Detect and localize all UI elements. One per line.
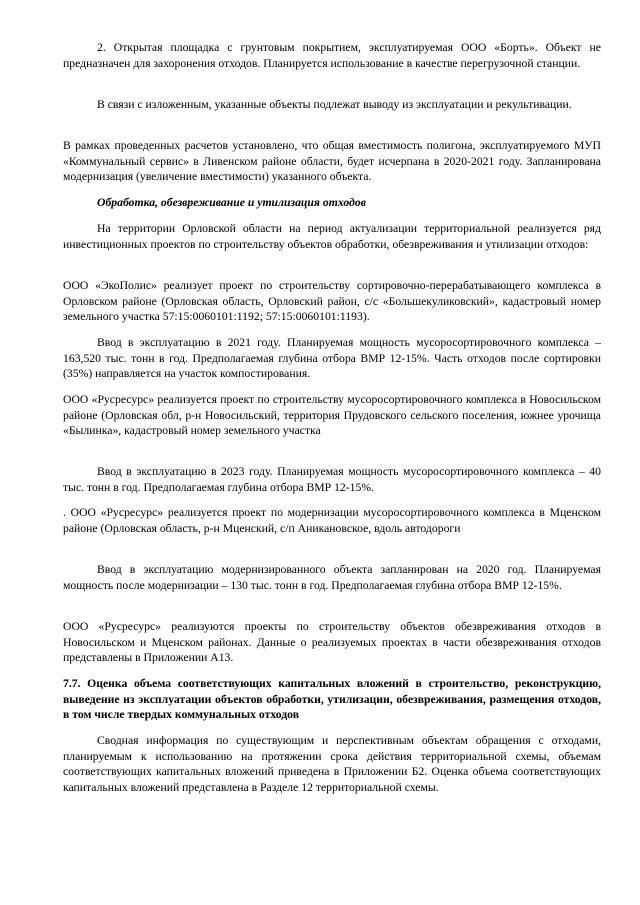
paragraph-ekopolis-project: ООО «ЭкоПолис» реализует проект по строительству сортировочно-перерабатывающего комплекса в Орловском районе (Орловская область, Орловский район, с/с «Большекуликовский», кадастровый номер земельного участка 57:15:0060101:1192; 57:15:0060101:1193).: [63, 279, 601, 324]
section-heading-7-7: 7.7. Оценка объема соответствующих капитальных вложений в строительство, реконструкцию, выведение из эксплуатации объектов обработки, утилизации, обезвреживания, размещения отходов, в том числе твердых коммунальных отходов: [63, 677, 601, 722]
paragraph-rusresurs-novosil: ООО «Русресурс» реализуется проект по строительству мусоросортировочного комплекса в Новосильском районе (Орловская обл, р-н Новосильский, территория Прудовского сельского поселения, южнее урочища «Былинка», кадастровый номер земельного участка: [63, 393, 601, 438]
section-heading-processing: Обработка, обезвреживание и утилизация отходов: [97, 196, 366, 209]
paragraph-ekopolis-commissioning: Ввод в эксплуатацию в 2021 году. Планируемая мощность мусоросортировочного комплекса – 163,520 тыс. тонн в год. Предполагаемая глубина отбора ВМР 12-15%. Часть отходов после сортировки (35%) направляется на участок компостирования.: [63, 336, 601, 381]
paragraph-neutralization-projects: ООО «Русресурс» реализуются проекты по строительству объектов обезвреживания отходов в Новосильском и Мценском районах. Данные о реализуемых проектах в части обезвреживания отходов представлены в Приложении А13.: [63, 620, 601, 665]
paragraph-investment-projects: На территории Орловской области на период актуализации территориальной реализуется ряд инвестиционных проектов по строительству объектов обработки, обезвреживания и утилизации отходов:: [63, 222, 601, 251]
paragraph-summary-info: Сводная информация по существующим и перспективным объектам обращения с отходами, планируемым к использованию на протяжении срока действия территориальной схемы, объемам соответствующих капитальных вложений приведена в Приложении Б2. Оценка объема соответствующих капитальных вложений представлена в Разделе 12 территориальной схемы.: [63, 734, 601, 794]
paragraph-open-site: 2. Открытая площадка с грунтовым покрытием, эксплуатируемая ООО «Борть». Объект не предназначен для захоронения отходов. Планируется использование в качестве перегрузочной станции.: [63, 41, 601, 70]
paragraph-rusresurs-mtsensk: . ООО «Русресурс» реализуется проект по модернизации мусоросортировочного комплекса в Мценском районе (Орловская область, р-н Мценский, с/п Аникановское, вдоль автодороги: [63, 506, 601, 535]
paragraph-novosil-commissioning: Ввод в эксплуатацию в 2023 году. Планируемая мощность мусоросортировочного комплекса – 40 тыс. тонн в год. Предполагаемая глубина отбора ВМР 12-15%.: [63, 465, 601, 494]
paragraph-mtsensk-commissioning: Ввод в эксплуатацию модернизированного объекта запланирован на 2020 год. Планируемая мощность после модернизации – 130 тыс. тонн в год. Предполагаемая глубина отбора ВМР 12-15%.: [63, 563, 601, 592]
paragraph-landfill-capacity: В рамках проведенных расчетов установлено, что общая вместимость полигона, эксплуатируемого МУП «Коммунальный сервис» в Ливенском районе области, будет исчерпана в 2020-2021 году. Запланирована модернизация (увеличение вместимости) указанного объекта.: [63, 139, 601, 184]
paragraph-decommission: В связи с изложенным, указанные объекты подлежат выводу из эксплуатации и рекультивации.: [97, 98, 572, 111]
